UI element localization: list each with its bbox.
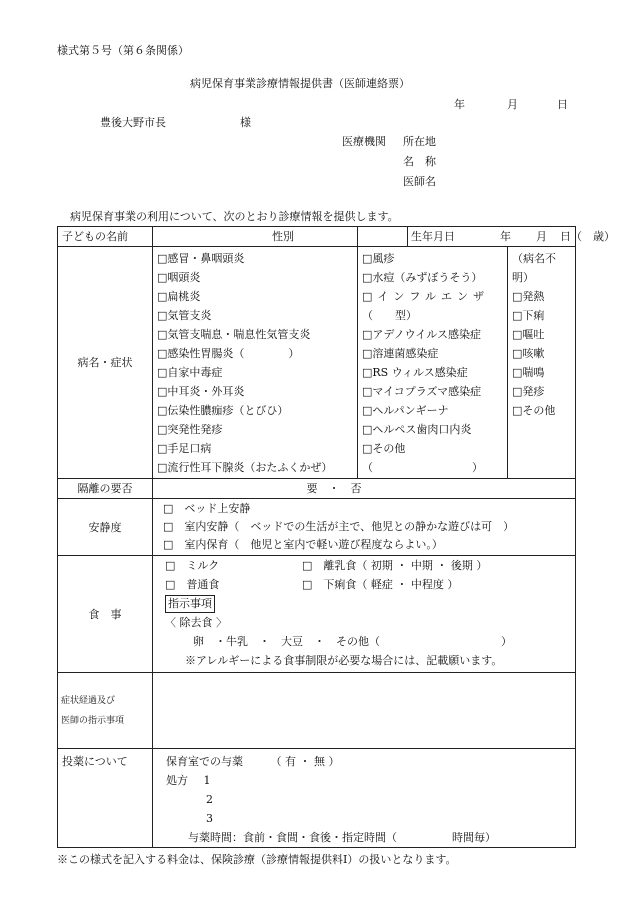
addressee-honorific: 様 bbox=[240, 116, 251, 129]
meal-line-3 bbox=[165, 594, 575, 613]
rest-option-bed[interactable]: □ ベッド上安静 bbox=[163, 502, 251, 515]
course-label-line-2: 医師の指示事項 bbox=[61, 715, 125, 726]
date-year: 年 bbox=[454, 98, 465, 111]
med-nursery[interactable]: 保育室での与薬 （ 有 ・ 無 ） bbox=[166, 755, 340, 768]
checkbox-item[interactable]: □アデノウイルス感染症 bbox=[362, 328, 481, 341]
meal-label: 食 事 bbox=[58, 556, 153, 673]
checkbox-item[interactable]: □風疹 bbox=[362, 252, 395, 265]
med-label: 投薬について bbox=[58, 749, 153, 848]
checkbox-item[interactable]: □中耳炎・外耳炎 bbox=[157, 385, 245, 398]
elimination-label: 〈 除去食 〉 bbox=[165, 616, 227, 629]
checkbox-item[interactable]: □水痘（みずぼうそう） bbox=[362, 271, 483, 284]
dob-month: 月 bbox=[536, 230, 547, 243]
meal-line-2 bbox=[165, 575, 575, 594]
checkbox-item[interactable]: □感冒・鼻咽頭炎 bbox=[157, 252, 245, 265]
isolation-label: 隔離の要否 bbox=[58, 479, 153, 499]
child-name-cell[interactable] bbox=[153, 227, 358, 247]
checkbox-item[interactable]: □突発性発疹 bbox=[157, 423, 223, 436]
page-title: 病児保育事業診療情報提供書（医師連絡票） bbox=[190, 77, 410, 90]
isolation-row bbox=[58, 479, 576, 499]
unknown-disease-label: （病名不 bbox=[512, 252, 556, 265]
meal-weaning-option[interactable]: □ 離乳食（ 初期 ・ 中期 ・ 後期 ） bbox=[302, 559, 488, 572]
addressee-name: 豊後大野市長 bbox=[100, 116, 166, 129]
checkbox-item[interactable]: □感染性胃腸炎（ ） bbox=[157, 347, 300, 360]
checkbox-item[interactable]: □RS ウィルス感染症 bbox=[362, 366, 468, 379]
disease-row bbox=[58, 247, 576, 479]
dob-label: 生年月日 bbox=[411, 230, 455, 243]
child-info-row bbox=[58, 227, 576, 247]
rest-option-indoor-care[interactable]: □ 室内保育（ 他児と室内で軽い遊び程度ならよい。） bbox=[163, 538, 443, 551]
prescription-num: 1 bbox=[203, 774, 211, 787]
medication-row bbox=[58, 749, 576, 848]
dob-cell[interactable] bbox=[408, 227, 615, 247]
meal-regular-option[interactable]: □ 普通食 bbox=[165, 578, 220, 591]
unknown-disease-label: 明） bbox=[512, 271, 534, 284]
form-table bbox=[57, 226, 615, 848]
checkbox-item[interactable]: □流行性耳下腺炎（おたふくかぜ） bbox=[157, 461, 333, 474]
disease-col3 bbox=[508, 247, 576, 479]
meal-line-1 bbox=[165, 556, 575, 575]
checkbox-item[interactable]: □ヘルパンギーナ bbox=[362, 404, 449, 417]
checkbox-item[interactable]: □ヘルペス歯肉口内炎 bbox=[362, 423, 472, 436]
rest-label: 安静度 bbox=[58, 499, 153, 556]
elimination-items[interactable]: 卵 ・牛乳 ・ 大豆 ・ その他（ ） bbox=[193, 635, 512, 648]
form-id: 様式第５号（第６条関係） bbox=[57, 44, 189, 57]
course-label bbox=[58, 673, 153, 749]
checkbox-item[interactable]: □伝染性膿痂疹（とびひ） bbox=[157, 404, 289, 417]
footer-note: ※この様式を記入する料金は、保険診療（診療情報提供料Ⅰ）の扱いとなります。 bbox=[57, 853, 457, 866]
disease-label: 病名・症状 bbox=[58, 247, 153, 479]
prescription-num: 3 bbox=[206, 812, 213, 825]
meal-milk-option[interactable]: □ ミルク bbox=[165, 559, 220, 572]
course-cell[interactable] bbox=[153, 673, 576, 749]
meal-cell bbox=[153, 556, 576, 673]
checkbox-item[interactable]: □その他 bbox=[512, 404, 556, 417]
checkbox-item[interactable]: □インフルエンザ bbox=[362, 290, 489, 303]
checkbox-item[interactable]: □発疹 bbox=[512, 385, 545, 398]
course-label-line-1: 症状経過及び bbox=[61, 695, 116, 706]
prescription-label: 処方 bbox=[166, 774, 188, 787]
checkbox-item[interactable]: □自家中毒症 bbox=[157, 366, 223, 379]
rest-options bbox=[153, 499, 576, 556]
rest-row bbox=[58, 499, 576, 556]
checkbox-item[interactable]: □気管支喘息・喘息性気管支炎 bbox=[157, 328, 311, 341]
checkbox-item[interactable]: □下痢 bbox=[512, 309, 545, 322]
sex-cell[interactable] bbox=[358, 227, 408, 247]
date-day: 日 bbox=[557, 98, 568, 111]
checkbox-item[interactable]: □マイコプラズマ感染症 bbox=[362, 385, 482, 398]
dob-day: 日（ 歳） bbox=[560, 230, 615, 243]
meal-diarrhea-option[interactable]: □ 下痢食（ 軽症 ・ 中程度 ） bbox=[302, 578, 459, 591]
checkbox-item[interactable]: □その他 bbox=[362, 442, 406, 455]
disease-col2 bbox=[358, 247, 508, 479]
meal-row bbox=[58, 556, 576, 673]
checkbox-item[interactable]: □咽頭炎 bbox=[157, 271, 201, 284]
checkbox-item[interactable]: □咳嗽 bbox=[512, 347, 545, 360]
dob-year: 年 bbox=[500, 230, 511, 243]
other-disease-field[interactable]: （ ） bbox=[362, 461, 483, 474]
prescription-line-1 bbox=[166, 771, 575, 790]
provider-org-label: 医療機関 bbox=[342, 135, 386, 148]
intro-text: 病児保育事業の利用について、次のとおり診療情報を提供します。 bbox=[70, 210, 399, 223]
flu-type-field[interactable]: （ 型） bbox=[362, 309, 417, 322]
prescription-num: 2 bbox=[206, 793, 213, 806]
instruction-label: 指示事項 bbox=[165, 595, 215, 613]
checkbox-item[interactable]: □気管支炎 bbox=[157, 309, 212, 322]
isolation-value[interactable]: 要 ・ 否 bbox=[153, 479, 576, 499]
checkbox-item[interactable]: □手足口病 bbox=[157, 442, 212, 455]
allergy-note: ※アレルギーによる食事制限が必要な場合には、記載願います。 bbox=[185, 654, 503, 667]
sex-label: 性別 bbox=[272, 230, 294, 243]
course-row bbox=[58, 673, 576, 749]
dosing-time[interactable]: 与薬時間：食前・食間・食後・指定時間（ 時間毎） bbox=[188, 831, 496, 844]
disease-col1 bbox=[153, 247, 358, 479]
child-name-label: 子どもの名前 bbox=[58, 227, 153, 247]
checkbox-item[interactable]: □喘鳴 bbox=[512, 366, 545, 379]
provider-name-label: 名 称 bbox=[403, 155, 436, 168]
provider-address-label: 所在地 bbox=[403, 135, 436, 148]
checkbox-item[interactable]: □発熱 bbox=[512, 290, 545, 303]
date-month: 月 bbox=[507, 98, 518, 111]
rest-option-indoor-rest[interactable]: □ 室内安静（ ベッドでの生活が主で、他児との静かな遊びは可 ） bbox=[163, 520, 515, 533]
checkbox-item[interactable]: □嘔吐 bbox=[512, 328, 545, 341]
checkbox-item[interactable]: □溶連菌感染症 bbox=[362, 347, 439, 360]
med-cell bbox=[153, 749, 576, 848]
checkbox-item[interactable]: □扁桃炎 bbox=[157, 290, 201, 303]
provider-doctor-label: 医師名 bbox=[403, 175, 436, 188]
